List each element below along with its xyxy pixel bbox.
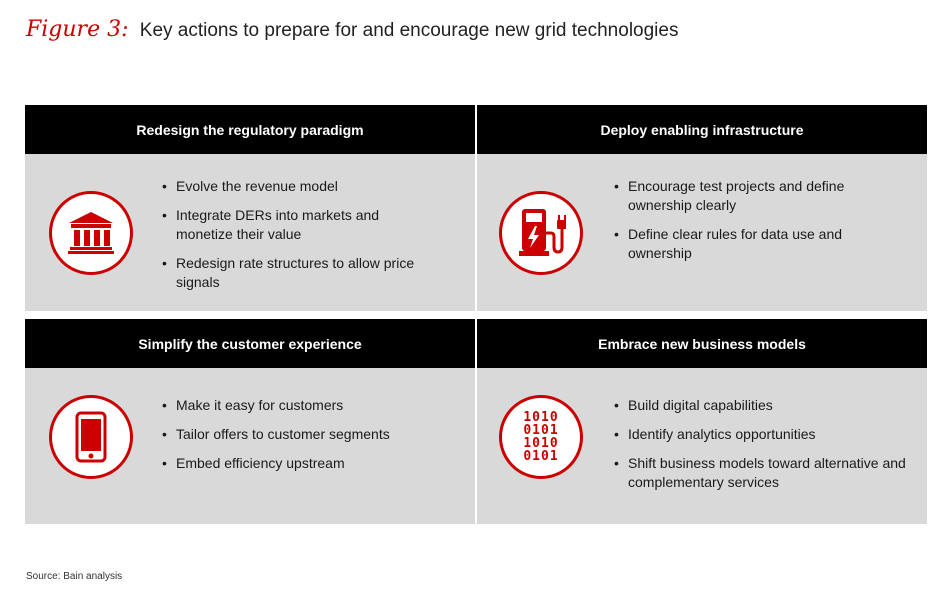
panel-body	[477, 368, 927, 524]
ev-charger-icon	[499, 191, 583, 275]
binary-code-icon	[499, 395, 583, 479]
list-item: • Make it easy for customers	[162, 396, 442, 415]
panel-infrastructure	[477, 105, 927, 311]
binary-row: 0101	[523, 423, 559, 438]
binary-row: 1010	[523, 410, 559, 425]
figure-title	[26, 16, 678, 45]
panel-customer-experience	[25, 319, 475, 524]
panel-body	[25, 368, 475, 524]
binary-row: 1010	[523, 436, 559, 451]
bullet-list	[614, 177, 894, 273]
figure-title-text: Key actions to prepare for and encourage new grid technologies	[139, 20, 679, 41]
bullet-list	[162, 177, 422, 302]
list-item: • Integrate DERs into markets and monetize their value	[162, 206, 422, 244]
bank-building-icon	[49, 191, 133, 275]
panel-heading: Simplify the customer experience	[25, 319, 475, 368]
list-item: • Identify analytics opportunities	[614, 425, 914, 444]
bullet-list	[162, 396, 442, 483]
panel-heading: Redesign the regulatory paradigm	[25, 105, 475, 154]
figure-label: Figure 3:	[26, 17, 129, 42]
list-item: • Build digital capabilities	[614, 396, 914, 415]
source-note: Source: Bain analysis	[26, 571, 123, 582]
list-item: • Shift business models toward alternative and complementary services	[614, 454, 914, 492]
list-item: • Tailor offers to customer segments	[162, 425, 442, 444]
list-item: • Embed efficiency upstream	[162, 454, 442, 473]
panel-body	[25, 154, 475, 311]
bullet-list	[614, 396, 914, 502]
panel-business-models	[477, 319, 927, 524]
list-item: • Redesign rate structures to allow price signals	[162, 254, 422, 292]
binary-row: 0101	[523, 449, 559, 464]
list-item: • Evolve the revenue model	[162, 177, 422, 196]
panel-body	[477, 154, 927, 311]
smartphone-icon	[49, 395, 133, 479]
panel-regulatory	[25, 105, 475, 311]
panel-heading: Embrace new business models	[477, 319, 927, 368]
list-item: • Define clear rules for data use and ownership	[614, 225, 894, 263]
list-item: • Encourage test projects and define ownership clearly	[614, 177, 894, 215]
panel-heading: Deploy enabling infrastructure	[477, 105, 927, 154]
